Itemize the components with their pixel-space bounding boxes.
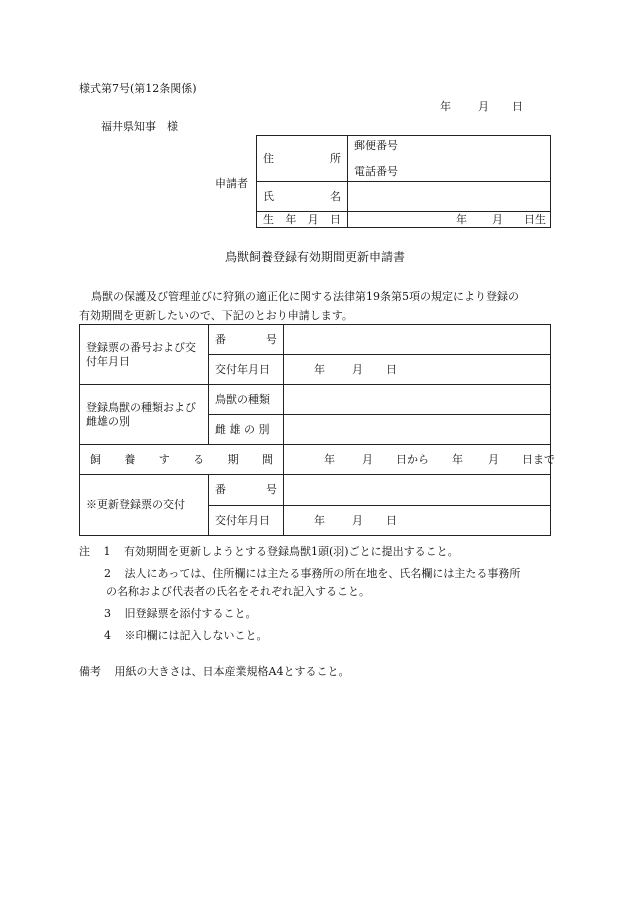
note-number: 2: [104, 567, 111, 580]
species-field[interactable]: [284, 385, 551, 415]
remarks-label: 備考: [79, 665, 101, 678]
date-month: 月: [478, 100, 489, 113]
renewal-number-char: 番: [215, 483, 226, 497]
date-day: 日: [512, 100, 523, 113]
postal-code-label: 郵便番号: [354, 138, 398, 152]
issue-date-label: 交付年月日: [209, 355, 284, 385]
birthdate-label-char: 日: [329, 212, 341, 226]
birthdate-label-char: 年: [285, 212, 297, 226]
note-3: [104, 607, 257, 620]
remarks-text: 用紙の大きさは、日本産業規格A4とすること。: [114, 665, 350, 678]
renewal-number-label-cell: [209, 475, 284, 506]
birthdate-label-char: 生: [263, 212, 274, 226]
renewal-label: ※更新登録票の交付: [80, 475, 209, 536]
note-1: [79, 545, 459, 558]
period-from-month: 月: [362, 452, 373, 466]
renewal-issue-label: 交付年月日: [209, 506, 284, 536]
period-field[interactable]: [284, 445, 555, 475]
address-label-char: 住: [263, 151, 274, 165]
issue-date-field[interactable]: [284, 355, 551, 385]
name-label-char: 名: [330, 189, 341, 203]
period-label-char: 養: [124, 452, 136, 466]
note-text: 法人にあっては、住所欄には主たる事務所の所在地を、氏名欄には主たる事務所: [124, 567, 521, 580]
remarks: [79, 665, 349, 678]
reg-label-line: 付年月日: [86, 354, 130, 368]
note-4: [104, 629, 268, 642]
name-label-char: 氏: [263, 189, 274, 203]
species-label: 鳥獣の種類: [209, 385, 284, 415]
address-field[interactable]: [348, 136, 551, 182]
renewal-month: 月: [352, 513, 363, 527]
note-number: 4: [104, 629, 111, 642]
reg-number-field[interactable]: [284, 325, 551, 355]
period-label-char: す: [158, 452, 170, 466]
species-group-line: 登録鳥獣の種類および: [86, 401, 196, 415]
main-table: [79, 324, 555, 536]
issue-day: 日: [386, 362, 397, 376]
species-group-label: [80, 385, 209, 445]
birthdate-field[interactable]: [348, 212, 551, 228]
period-label-char: 飼: [90, 452, 101, 466]
applicant-label: 申請者: [215, 177, 248, 190]
renewal-issue-field[interactable]: [284, 506, 551, 536]
period-to-day: 日まで: [522, 452, 555, 466]
name-field[interactable]: [348, 182, 551, 212]
note-number: 1: [103, 545, 111, 558]
note-number: 3: [104, 607, 111, 620]
phone-label: 電話番号: [354, 165, 398, 178]
renewal-day: 日: [386, 513, 397, 527]
address-label-char: 所: [330, 151, 341, 165]
sex-label: 雌 雄 の 別: [209, 415, 284, 445]
renewal-number-char: 号: [266, 483, 277, 497]
intro-line-1: 鳥獣の保護及び管理並びに狩猟の適正化に関する法律第19条第5項の規定により登録の: [91, 290, 519, 303]
birthdate-label-cell: [257, 212, 348, 228]
number-label-char: 番: [215, 332, 226, 346]
date-year: 年: [440, 100, 451, 113]
number-label-cell: [209, 325, 284, 355]
name-label-cell: [257, 182, 348, 212]
note-text: 旧登録票を添付すること。: [124, 607, 257, 620]
form-number: 様式第7号(第12条関係): [79, 82, 197, 95]
issue-month: 月: [352, 362, 363, 376]
period-label-char: る: [193, 452, 205, 466]
reg-label-line: 登録票の番号および交: [86, 341, 196, 355]
period-to-month: 月: [488, 452, 499, 466]
birthdate-year: 年: [456, 212, 467, 226]
renewal-number-field[interactable]: [284, 475, 551, 506]
period-label-char: 期: [227, 452, 239, 466]
number-label-char: 号: [266, 332, 277, 346]
period-to-year: 年: [452, 452, 463, 466]
period-label-char: 間: [261, 452, 273, 466]
sex-field[interactable]: [284, 415, 551, 445]
birthdate-label-char: 月: [307, 212, 319, 226]
note-2: [104, 567, 520, 580]
address-label-cell: [257, 136, 348, 182]
addressee: 福井県知事 様: [101, 120, 178, 133]
birthdate-day: 日生: [524, 212, 546, 226]
renewal-year: 年: [314, 513, 325, 527]
intro-line-2: 有効期間を更新したいので、下記のとおり申請します。: [79, 309, 353, 322]
note-2-continued: の名称および代表者の氏名をそれぞれ記入すること。: [106, 585, 370, 598]
birthdate-month: 月: [492, 212, 503, 226]
note-text: ※印欄には記入しないこと。: [124, 629, 268, 642]
period-from-day: 日から: [396, 452, 429, 466]
period-from-year: 年: [324, 452, 335, 466]
note-text: 有効期間を更新しようとする登録鳥獣1頭(羽)ごとに提出すること。: [124, 545, 459, 558]
species-group-line: 雌雄の別: [86, 414, 130, 428]
period-label-cell: [80, 445, 284, 475]
document-title: 鳥獣飼養登録有効期間更新申請書: [225, 250, 406, 264]
applicant-table: [256, 135, 551, 228]
notes-prefix: 注: [79, 545, 90, 558]
reg-number-group-label: [80, 325, 209, 385]
issue-year: 年: [314, 362, 325, 376]
